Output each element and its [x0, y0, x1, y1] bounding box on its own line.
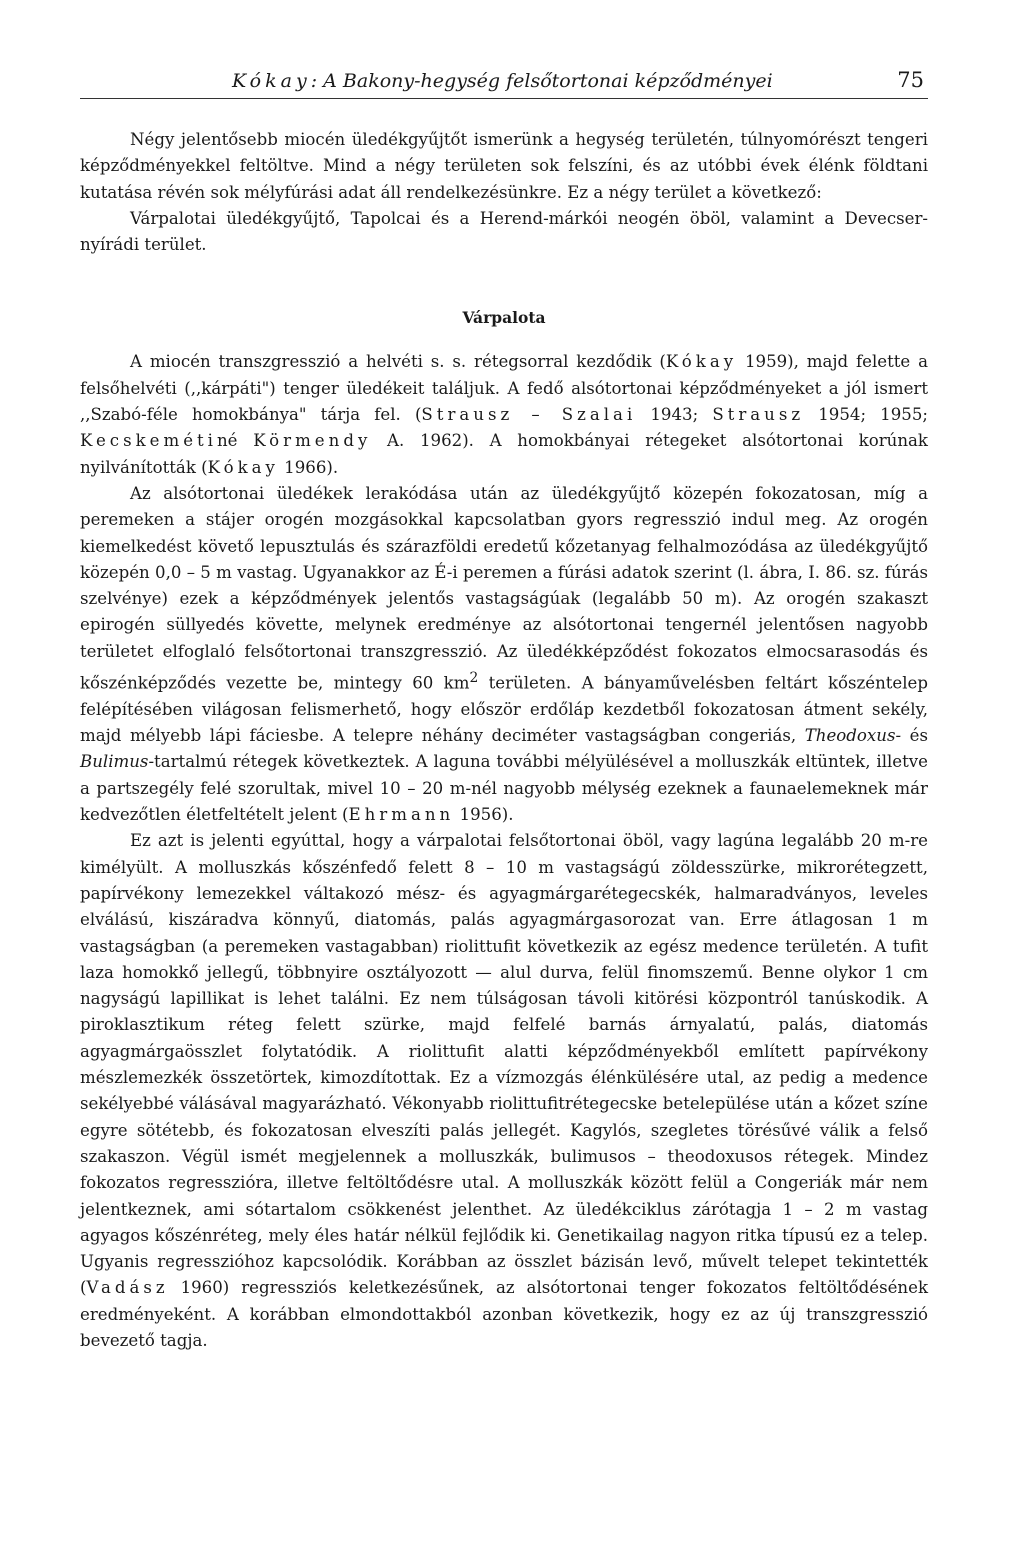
author-citation: Vadász: [86, 1278, 169, 1298]
running-head: [80, 68, 928, 99]
body-paragraph-2: Az alsótortonai üledékek lerakódása után az üledékgyűjtő közepén fokozatosan, míg a peremeken a stájer orogén mozgásokkal kapcsolatban gyors regresszió indul meg. Az orogén kiemelkedést követő lepusztulás és szárazföldi eredetű kőzetanyag felhalmozódása az üledékgyűjtő közepén 0,0 – 5 m vastag. Ugyanakkor az É-i peremen a fúrási adatok szerint (l. ábra, I. 86. sz. fúrás szelvénye) ezek a képződmények jelentős vastagságúak (legalább 50 m). Az orogén szakaszt epirogén süllyedés követte, melynek eredménye az alsótortonai tengernél jelentősen nagyobb területet elfoglaló felsőtortonai transzgresszió. Az üledékképződést fokozatos elmocsarasodás és kőszénképződés vezette be, mintegy 60 $km^2$ területen. A bányaművelésben feltárt kőszéntelep felépítésében világosan felismerhető, hogy először erdőláp kezdetből fokozatosan átment sekély, majd mélyebb lápi fáciesbe. A telepre néhány deciméter vastagságban congeriás, Theodoxus- és Bulimus-tartalmú rétegek következtek. A laguna további mélyülésével a molluszkák eltüntek, illetve a partszegély felé szorultak, mivel 10 – 20 m-nél nagyobb mélység ezeknek a faunaelemeknek már kedvezőtlen életfeltételt jelent (Ehrmann 1956).: [80, 483, 928, 825]
taxon-name: Bulimus: [80, 752, 149, 772]
taxon-name: Theodoxus-: [804, 726, 902, 746]
article-title: A Bakony-hegység felsőtortonai képződményei: [323, 70, 773, 92]
author-citation: Kókay: [207, 457, 279, 477]
author-citation: Kecskeméti: [80, 431, 217, 451]
author-citation: Ehrmann: [348, 805, 455, 825]
body-paragraph-1: A miocén transzgresszió a helvéti s. s. rétegsorral kezdődik (Kókay 1959), majd felette a felsőhelvéti (,,kárpáti") tenger üledékeit találjuk. A fedő alsótortonai képződményeket a jól ismert ,,Szabó-féle homokbánya" tárja fel. (Strausz – Szalai 1943; Strausz 1954; 1955; Kecskemétiné Körmendy A. 1962). A homokbányai rétegeket alsótortonai korúnak nyilvánították (Kókay 1966).: [80, 352, 928, 477]
author-citation: Kókay: [665, 352, 738, 372]
author-citation: Strausz: [712, 405, 805, 425]
superscript: 2: [469, 670, 479, 687]
running-title: Kókay: A Bakony-hegység felsőtortonai képződményei: [232, 70, 773, 92]
intro-paragraph-2: Várpalotai üledékgyűjtő, Tapolcai és a Herend-márkói neogén öböl, valamint a Devecser-nyírádi terület.: [80, 208, 928, 255]
author-citation: Körmendy: [253, 431, 372, 451]
section-heading: Várpalota: [462, 308, 546, 328]
intro-paragraph-1: Négy jelentősebb miocén üledékgyűjtőt ismerünk a hegység területén, túlnyomórészt tengeri képződményekkel feltöltve. Mind a négy területen sok felszíni, és az utóbbi évek élénk földtani kutatása révén sok mélyfúrási adat áll rendelkezésünkre. Ez a négy terület a következő:: [80, 130, 928, 202]
page-number: 75: [897, 68, 924, 92]
author-citation: Strausz – Szalai: [421, 405, 637, 425]
body-paragraph-3: Ez azt is jelenti egyúttal, hogy a várpalotai felsőtortonai öböl, vagy lagúna legalább 20 m-re kimélyült. A molluszkás kőszénfedő felett 8 – 10 m vastagságú zöldesszürke, mikrorétegzett, papírvékony lemezekkel váltakozó mész- és agyagmárgarétegecskék, halmaradványos, leveles elválású, kiszáradva könnyű, diatomás, palás agyagmárgasorozat van. Erre átlagosan 1 m vastagságban (a peremeken vastagabban) riolittufit következik az egész medence területén. A tufit laza homokkő jellegű, többnyire osztályozott — alul durva, felül finomszemű. Benne olykor 1 cm nagyságú lapillikat is lehet találni. Ez nem túlságosan távoli kitörési központról tanúskodik. A piroklasztikum réteg felett szürke, majd felfelé barnás árnyalatú, palás, diatomás agyagmárgaösszlet folytatódik. A riolittufit alatti képződményekből említett papírvékony mészlemezkék összetörtek, kimozdítottak. Ez a vízmozgás élénkülésére utal, az pedig a medence sekélyebbé válásával magyarázható. Vékonyabb riolittufitrétegecske betelepülése után a kőzet színe egyre sötétebb, és fokozatosan elveszíti palás jellegét. Kagylós, szegletes törésűvé válik a felső szakaszon. Végül ismét megjelennek a molluszkák, bulimusos – theodoxusos rétegek. Mindez fokozatos regresszióra, illetve feltöltődésre utal. A molluszkák között felül a Congeriák már nem jelentkeznek, ami sótartalom csökkenést jelenthet. Az üledékciklus zárótagja 1 – 2 m vastag agyagos kőszénréteg, mely éles határ nélkül fejlődik ki. Genetikailag nagyon ritka típusú ez a telep. Ugyanis regresszióhoz kapcsolódik. Korábban az összlet bázisán levő, művelt telepet tekintették (Vadász 1960) regressziós keletkezésűnek, az alsótortonai tenger fokozatos feltöltődésének eredményeként. A korábban elmondottakból azonban következik, hogy ez az új transzgresszió bevezető tagja.: [80, 831, 928, 1350]
author-name: Kókay: [232, 70, 311, 92]
intro-block: [80, 127, 928, 258]
